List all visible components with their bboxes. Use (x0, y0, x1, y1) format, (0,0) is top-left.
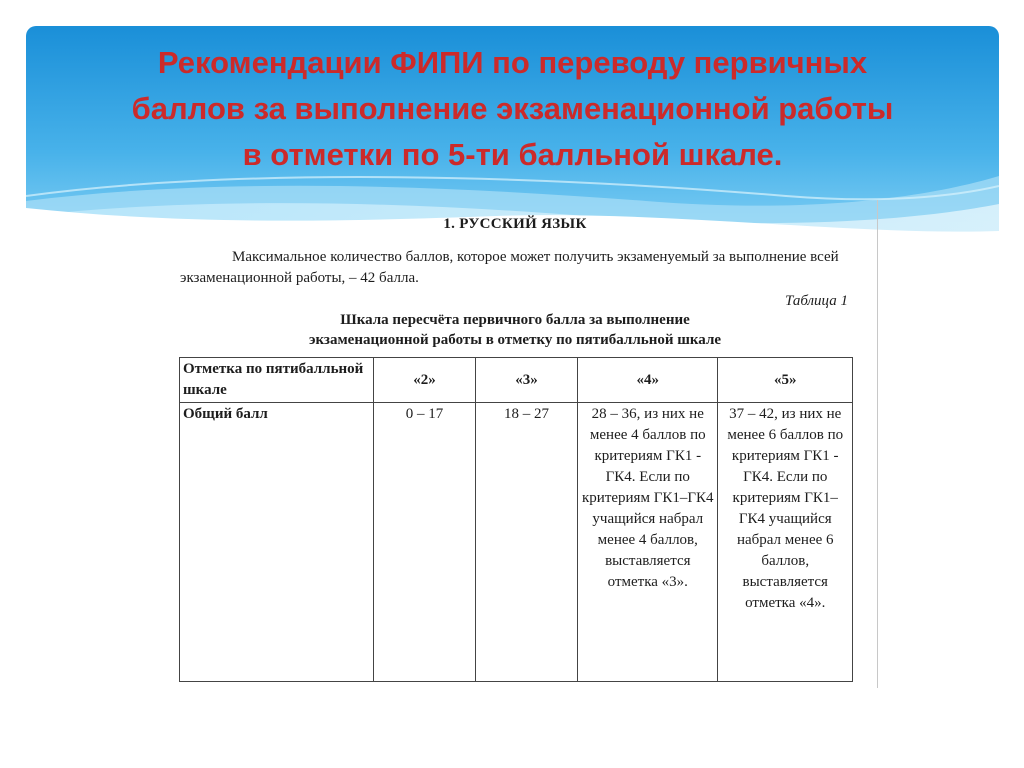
table-caption-line-1: Шкала пересчёта первичного балла за выполнение (340, 312, 690, 328)
document-scan (170, 212, 860, 611)
grade-conversion-table (179, 357, 853, 682)
header-grade-4: «4» (578, 358, 718, 403)
section-heading: 1. РУССКИЙ ЯЗЫК (443, 216, 587, 232)
header-label-cell: Отметка по пятибалльной шкале (180, 358, 374, 403)
score-range-grade-5: 37 – 42, из них не менее 6 баллов по критериям ГК1 - ГК4. Если по критериям ГК1–ГК4 учащийся набрал менее 6 баллов, выставляется отметка «4». (718, 403, 853, 682)
max-score-paragraph: Максимальное количество баллов, которое может получить экзаменуемый за выполнение всей экзаменационной работы, – 42 балла. (180, 249, 839, 286)
slide-title (26, 40, 999, 178)
vertical-divider (877, 200, 878, 688)
table-row (180, 403, 853, 682)
table-caption (170, 310, 860, 350)
slide-title-line-1: Рекомендации ФИПИ по переводу первичных (157, 45, 868, 80)
header-grade-2: «2» (373, 358, 475, 403)
slide-title-line-2: баллов за выполнение экзаменационной работы (131, 91, 894, 126)
row-label-cell: Общий балл (180, 403, 374, 682)
table-caption-line-2: экзаменационной работы в отметку по пятибалльной шкале (308, 332, 722, 348)
header-grade-5: «5» (718, 358, 853, 403)
score-range-grade-2: 0 – 17 (373, 403, 475, 682)
table-header-row (180, 358, 853, 403)
table-label: Таблица 1 (785, 293, 848, 309)
score-range-grade-3: 18 – 27 (475, 403, 577, 682)
score-range-grade-4: 28 – 36, из них не менее 4 баллов по критериям ГК1 - ГК4. Если по критериям ГК1–ГК4 учащийся набрал менее 4 баллов, выставляется отметка «3». (578, 403, 718, 682)
header-grade-3: «3» (475, 358, 577, 403)
slide-title-line-3: в отметки по 5-ти балльной шкале. (242, 137, 783, 172)
